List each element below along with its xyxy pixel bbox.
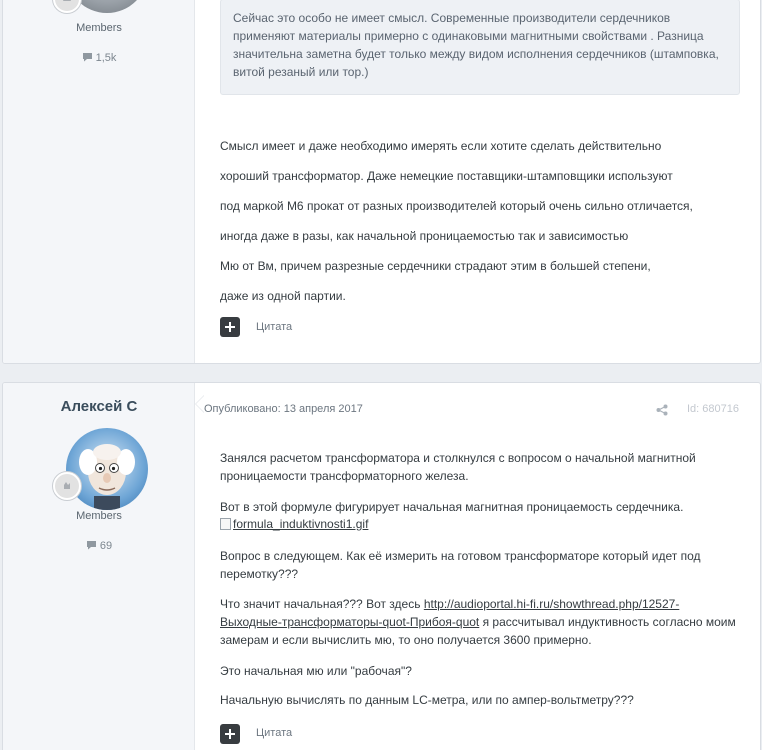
post-2-author-panel [3,383,195,750]
multiquote-button[interactable] [220,317,240,337]
post-text-line: даже из одной партии. [220,289,346,303]
post-paragraph: Начальную вычислять по данным LC-метра, или по ампер-вольтметру??? [220,693,634,707]
comment-icon [82,52,93,62]
post-id[interactable]: Id: 680716 [687,403,739,415]
post-2 [2,382,761,750]
avatar-image [66,428,148,510]
author-group: Members [76,22,122,34]
post-date[interactable]: Опубликовано: 13 апреля 2017 [204,403,363,415]
share-button[interactable] [656,403,668,421]
rank-badge-icon [53,472,81,500]
post-paragraph: Это начальная мю или "рабочая"? [220,664,412,678]
post-text-line: Смысл имеет и даже необходимо имерять если хотите сделать действительно [220,139,662,153]
post-2-body [195,383,760,750]
post-paragraph: Занялся расчетом трансформатора и столкнулся с вопросом о начальной магнитной проницаемости трансформаторного железа. [220,451,696,483]
quote-button[interactable]: Цитата [256,727,293,739]
plus-icon [225,729,235,739]
comment-icon [86,540,97,550]
post-1-author-panel [3,0,195,363]
post-1 [2,0,761,364]
post-paragraph: Вот в этой формуле фигурирует начальная магнитная проницаемость сердечника. [220,500,684,514]
post-text-line: Мю от Вм, причем разрезные сердечники страдают этим в большей степени, [220,259,651,273]
post-count: 1,5k [3,52,195,64]
broken-image[interactable]: formula_induktivnosti1.gif [220,517,368,531]
rank-badge-icon [53,0,81,13]
image-placeholder-icon [220,518,231,530]
avatar[interactable] [66,428,148,510]
external-link[interactable]: http://audioportal.hi-fi.ru/showthread.php/12527-Выходные-трансформаторы-quot-Прибоя-quot [220,597,680,629]
post-paragraph: Вопрос в следующем. Как её измерить на готовом трансформаторе который идет под перемотку??? [220,549,701,581]
quoted-text: Сейчас это особо не имеет смысл. Современные производители сердечников применяют материалы примерно с одинаковыми магнитными свойствами . Разница значительна заметна будет только между видом исполнения сердечников (штамповка, витой резаный или тор.) [220,0,740,95]
post-count: 69 [3,540,195,552]
post-text-line: под маркой М6 прокат от разных производителей который очень сильно отличается, [220,199,693,213]
multiquote-button[interactable] [220,724,240,744]
post-paragraph: Что значит начальная??? Вот здесь http://audioportal.hi-fi.ru/showthread.php/12527-Выходные-трансформаторы-quot-Прибоя-quot я рассчитывал индуктивность согласно моим замерам и если вычислить мю, то оно получается 3600 примерно. [220,597,736,647]
post-1-body [195,0,760,363]
author-group: Members [76,510,122,522]
author-name[interactable]: Алексей С [60,398,138,415]
post-text-line: хороший трансформатор. Даже немецкие поставщики-штамповщики используют [220,169,673,183]
plus-icon [225,322,235,332]
post-text-line: иногда даже в разы, как начальной проницаемостью так и зависимостью [220,229,629,243]
quote-button[interactable]: Цитата [256,321,293,333]
share-icon [656,404,668,416]
